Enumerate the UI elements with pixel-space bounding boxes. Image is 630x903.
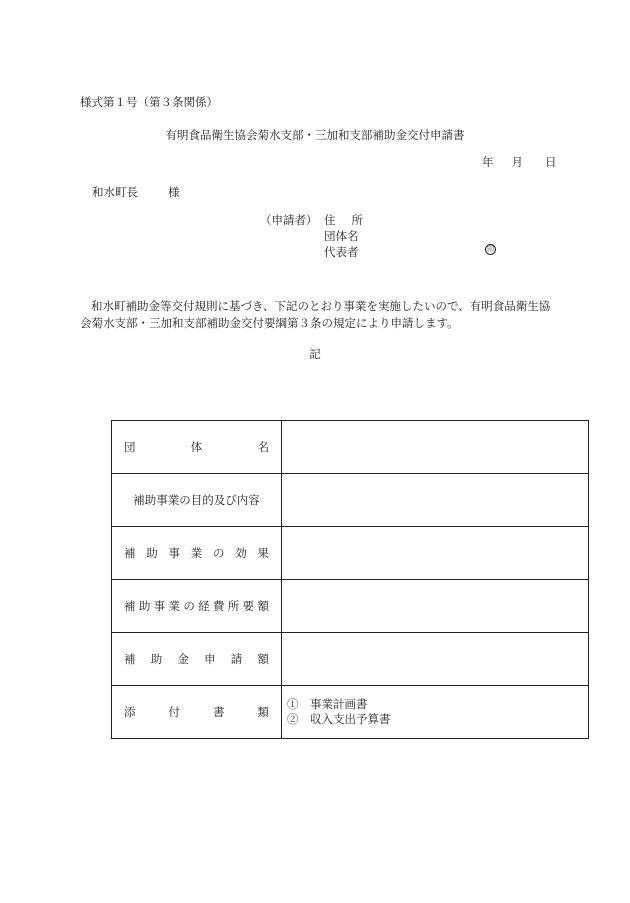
table-row-expense: [112, 580, 589, 633]
document-title: 有明食品衛生協会菊水支部・三加和支部補助金交付申請書: [165, 128, 465, 142]
form-number: 様式第１号（第３条関係）: [80, 95, 218, 109]
row-label-grant-amount: 補 助 金 申 請 額: [112, 633, 282, 686]
applicant-label: （申請者）: [260, 213, 318, 227]
row-value-attachments[interactable]: [282, 686, 589, 739]
addressee-honorific: 様: [168, 185, 180, 199]
address-label: 住 所: [324, 213, 363, 227]
application-table: [111, 420, 589, 739]
row-value-purpose[interactable]: [282, 474, 589, 527]
ki-heading: 記: [309, 347, 321, 361]
attachment-item: ① 事業計画書: [287, 697, 368, 711]
row-value-effect[interactable]: [282, 527, 589, 580]
addressee: [92, 184, 180, 200]
row-label-purpose: 補助事業の目的及び内容: [112, 474, 282, 527]
attachment-item: ② 収入支出予算書: [287, 712, 391, 726]
row-label-attachments: 添 付 書 類: [112, 686, 282, 739]
table-row-effect: [112, 527, 589, 580]
row-label-effect: 補 助 事 業 の 効 果: [112, 527, 282, 580]
date-line: [482, 154, 557, 170]
body-text: 和水町補助金等交付規則に基づき、下記のとおり事業を実施したいので、有明食品衛生協会菊水支部・三加和支部補助金交付要綱第３条の規定により申請します。: [80, 299, 551, 330]
table-row-purpose: [112, 474, 589, 527]
row-label-expense: 補 助 事 業 の 経 費 所 要 額: [112, 580, 282, 633]
table-row-grant-amount: [112, 633, 589, 686]
seal-mark: 印: [487, 245, 494, 253]
addressee-name: 和水町長: [92, 185, 138, 199]
table-row-org-name: [112, 421, 589, 474]
applicant-fields: [324, 212, 363, 260]
org-name-label: 団体名: [324, 229, 359, 243]
date-day: 日: [545, 155, 557, 169]
date-month: 月: [511, 155, 523, 169]
row-label-org-name: 団 体 名: [112, 421, 282, 474]
row-value-org-name[interactable]: [282, 421, 589, 474]
representative-label: 代表者: [324, 245, 359, 259]
row-value-expense[interactable]: [282, 580, 589, 633]
date-year: 年: [482, 155, 494, 169]
table-row-attachments: [112, 686, 589, 739]
row-value-grant-amount[interactable]: [282, 633, 589, 686]
